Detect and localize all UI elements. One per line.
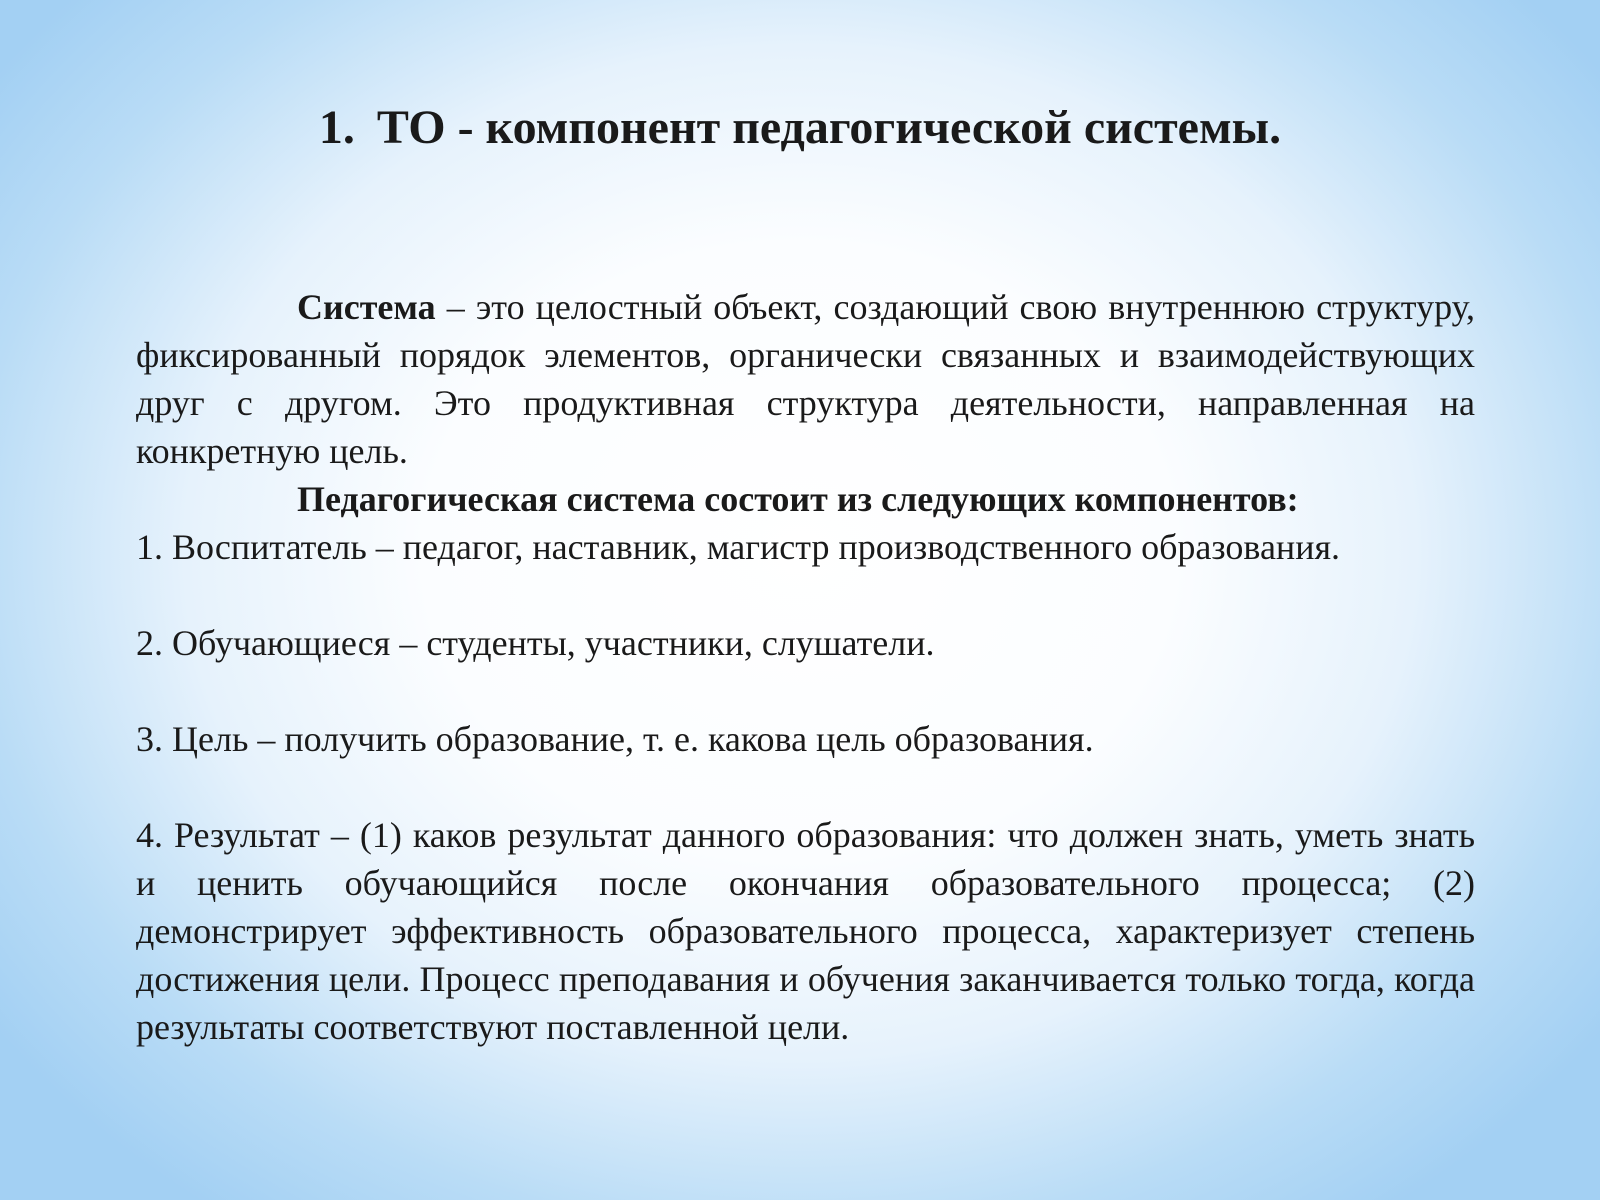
definition-paragraph [136,283,1475,475]
slide-body [136,283,1475,1099]
slide-title [0,92,1600,164]
component-item-4: 4. Результат – (1) каков результат данного образования: что должен знать, уметь знать и ценить обучающийся после окончания образовательного процесса; (2) демонстрирует эффективность образовательного процесса, характеризует степень достижения цели. Процесс преподавания и обучения заканчивается только тогда, когда результаты соответствуют поставленной цели. [136,815,1475,1047]
title-text: ТО - компонент педагогической системы. [376,101,1282,154]
component-item-2: 2. Обучающиеся – студенты, участники, слушатели. [136,623,935,663]
definition-text: – это целостный объект, создающий свою внутреннюю структуру, фиксированный порядок элементов, органически связанных и взаимодействующих друг с другом. Это продуктивная структура деятельности, направленная на конкретную цель. [136,287,1475,471]
component-item-3: 3. Цель – получить образование, т. е. какова цель образования. [136,719,1094,759]
definition-term: Система [297,287,436,327]
component-item-1: 1. Воспитатель – педагог, наставник, магистр производственного образования. [136,527,1341,567]
title-number: 1. [318,101,355,154]
components-heading: Педагогическая система состоит из следующих компонентов: [297,479,1299,519]
